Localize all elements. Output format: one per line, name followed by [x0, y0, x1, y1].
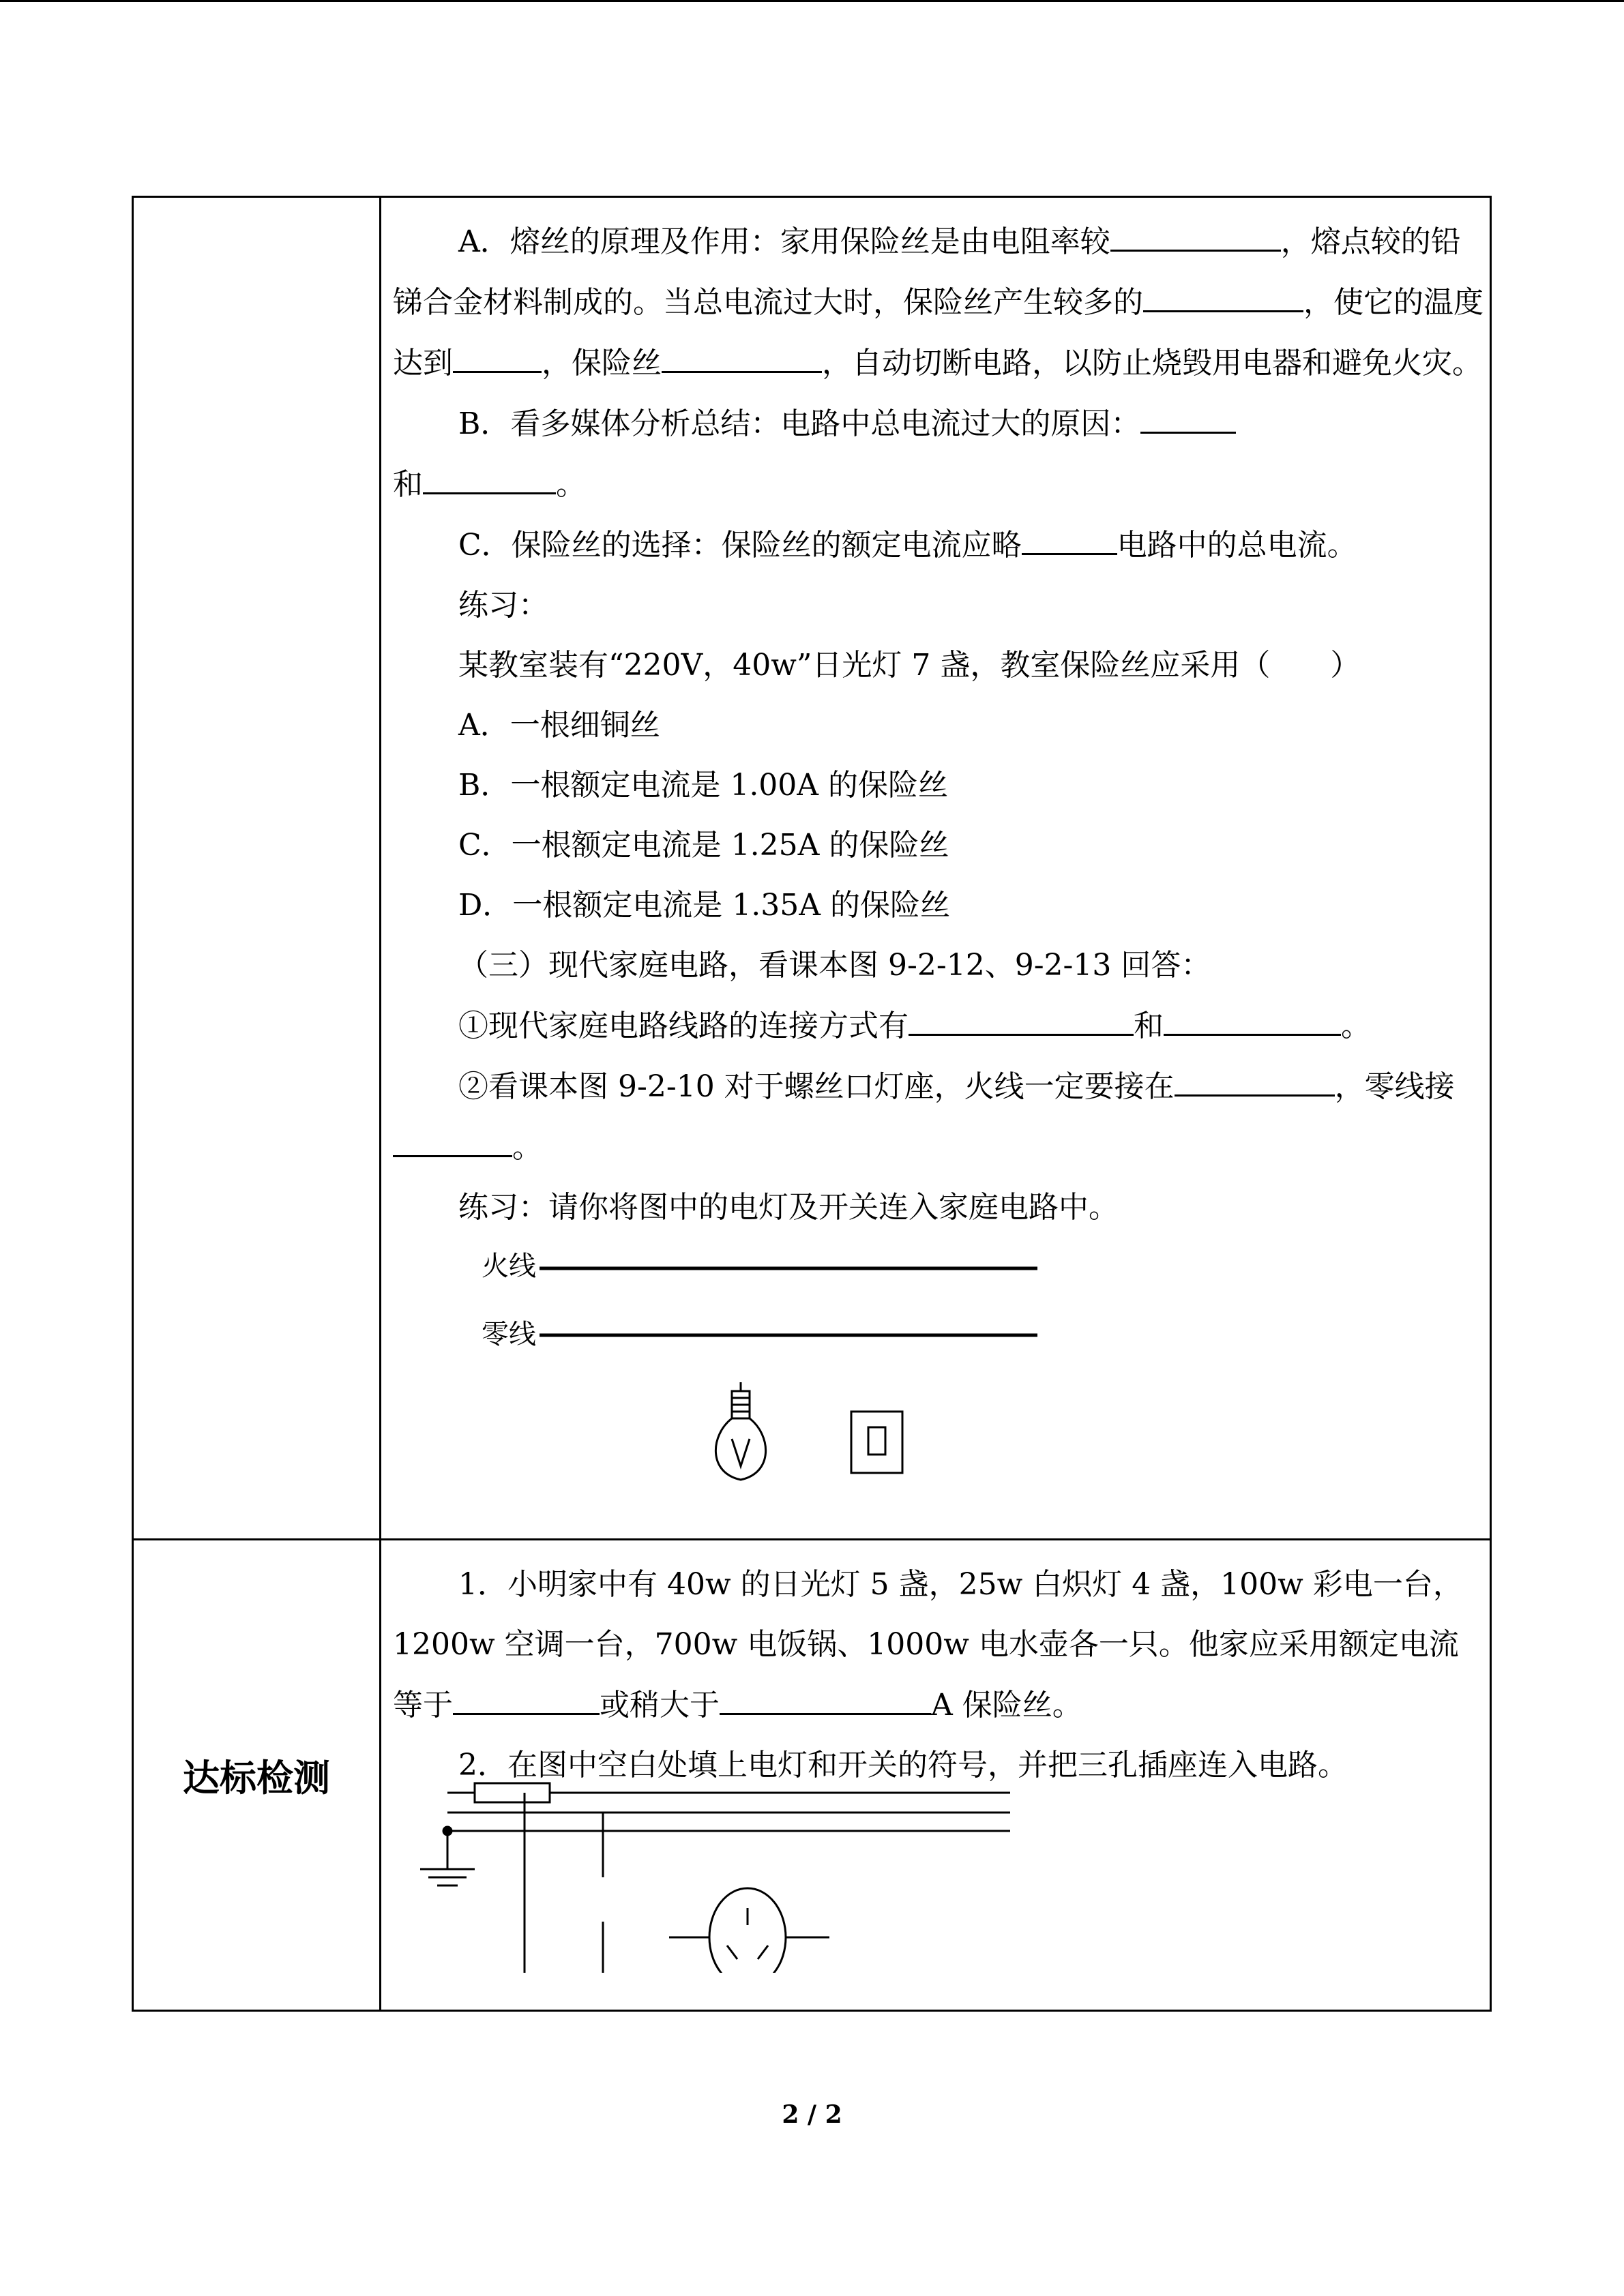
live-wire-label: 火线 [482, 1251, 536, 1282]
practice-question: 某教室装有“220V，40w”日光灯 7 盏，教室保险丝应采用（ ） [458, 648, 1361, 683]
page-number: 2 / 2 [782, 2100, 842, 2129]
blank[interactable] [720, 1675, 931, 1715]
blank[interactable] [1175, 1056, 1335, 1097]
blank[interactable] [1022, 515, 1117, 555]
blank[interactable] [662, 333, 822, 373]
para-b: B．看多媒体分析总结：电路中总电流过大的原因： 和 。 [393, 393, 1484, 515]
top-border-line [0, 0, 1624, 2]
wiring-figure [393, 1238, 1075, 1490]
test-question-2: 2．在图中空白处填上电灯和开关的符号，并把三孔插座连入电路。 [458, 1748, 1348, 1783]
practice-2: 练习：请你将图中的电灯及开关连入家庭电路中。 [458, 1190, 1119, 1225]
blank[interactable] [909, 996, 1134, 1036]
blank[interactable] [1110, 211, 1281, 252]
blank[interactable] [1164, 996, 1341, 1036]
blank[interactable] [453, 333, 542, 373]
bulb-icon [715, 1382, 765, 1480]
option-c: C．一根额定电流是 1.25A 的保险丝 [458, 828, 949, 863]
lesson-table [132, 196, 1492, 2012]
neutral-wire-label: 零线 [482, 1319, 536, 1350]
column-divider [379, 198, 381, 2010]
section-label-standard-test: 达标检测 [183, 1756, 330, 1800]
row1-content [393, 211, 1484, 1490]
section-three: （三）现代家庭电路，看课本图 9-2-12、9-2-13 回答： [458, 948, 1211, 983]
practice-label: 练习： [458, 588, 548, 623]
blank[interactable] [423, 454, 556, 494]
socket-icon [669, 1888, 829, 1973]
question-1: ①现代家庭电路线路的连接方式有 和 。 [393, 996, 1484, 1056]
option-b: B．一根额定电流是 1.00A 的保险丝 [458, 768, 949, 803]
question-2: ②看课本图 9-2-10 对于螺丝口灯座，火线一定要接在 ，零线接。 [393, 1056, 1484, 1178]
para-c: C．保险丝的选择：保险丝的额定电流应略 电路中的总电流。 [393, 515, 1484, 576]
circuit-lines [420, 1783, 1010, 1973]
para-a: A．熔丝的原理及作用：家用保险丝是由电阻率较 ，熔点较的铅锑合金材料制成的。当总电流过大时，保险丝产生较多的 ，使它的温度达到 ，保险丝 ，自动切断电路，以防止烧毁用电器和避免火灾。 [393, 211, 1484, 393]
test-question-1: 1．小明家中有 40w 的日光灯 5 盏，25w 白炽灯 4 盏，100w 彩电一台，1200w 空调一台，700w 电饭锅、1000w 电水壶各一只。他家应采用额定电流等于 或稍大于 A 保险丝。 [393, 1567, 1463, 1723]
blank[interactable] [453, 1675, 600, 1715]
blank[interactable] [1143, 272, 1303, 312]
row2-content [393, 1555, 1484, 1973]
option-d: D．一根额定电流是 1.35A 的保险丝 [458, 888, 950, 923]
blank[interactable] [1140, 393, 1236, 434]
option-a: A．一根细铜丝 [458, 708, 660, 743]
blank[interactable] [393, 1117, 512, 1157]
switch-icon [851, 1412, 902, 1473]
